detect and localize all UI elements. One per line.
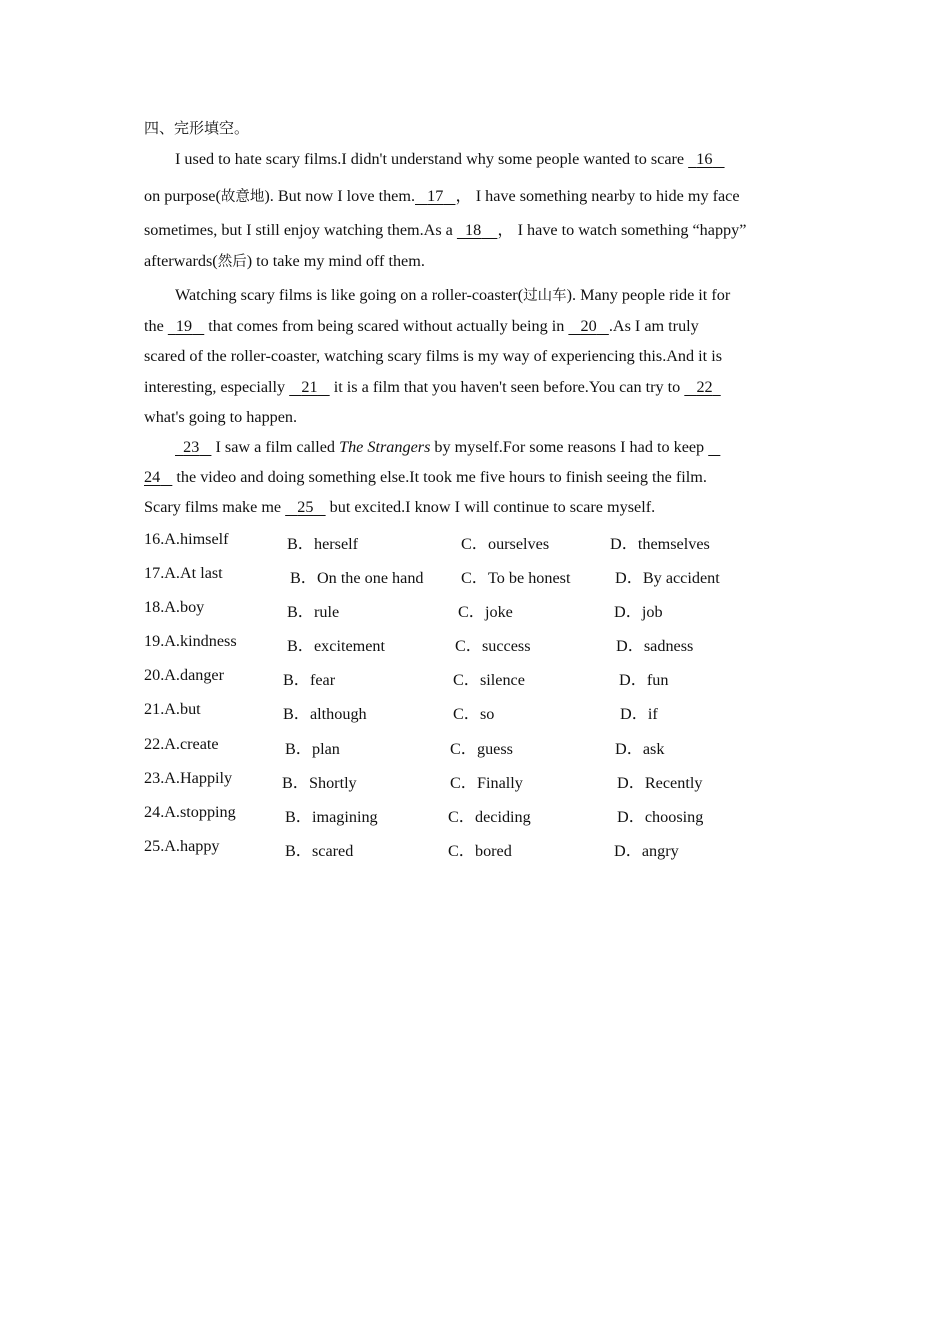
passage-text: I saw a film called	[211, 438, 340, 456]
passage-text: on purpose(	[144, 187, 221, 205]
blank-number: 18	[465, 221, 482, 239]
blank-19[interactable]	[168, 317, 204, 335]
passage-text: ). But now I love them.	[264, 187, 415, 205]
option-a[interactable]: 19.A.kindness	[144, 632, 237, 650]
blank-20[interactable]	[568, 317, 608, 335]
option-d[interactable]: D．Recently	[617, 774, 703, 792]
blank-number: 21	[301, 378, 318, 396]
option-c[interactable]: C．guess	[450, 740, 513, 758]
option-a[interactable]: 22.A.create	[144, 735, 219, 753]
option-c[interactable]: C．Finally	[450, 774, 523, 792]
passage-text: but excited.I know I will continue to scare myself.	[325, 498, 656, 516]
passage-line	[144, 317, 699, 336]
blank-number: 23	[183, 438, 200, 456]
blank-number: 20	[580, 317, 597, 335]
passage-line	[144, 182, 740, 206]
option-a[interactable]: 24.A.stopping	[144, 803, 236, 821]
blank-21[interactable]	[289, 378, 329, 396]
option-a[interactable]: 23.A.Happily	[144, 769, 233, 787]
passage-text: by myself.For some reasons I had to keep	[430, 438, 709, 456]
film-title: The Strangers	[339, 438, 431, 456]
blank-24-start[interactable]	[708, 438, 720, 456]
option-d[interactable]: D．themselves	[610, 535, 710, 553]
option-c[interactable]: C．To be honest	[461, 569, 571, 587]
option-d[interactable]: D．angry	[614, 842, 679, 860]
passage-text: that comes from being scared without actually being in	[204, 317, 569, 335]
option-b[interactable]: B．scared	[285, 842, 354, 860]
option-d[interactable]: D．if	[620, 705, 658, 723]
blank-22[interactable]	[684, 378, 720, 396]
option-d[interactable]: D．job	[614, 603, 663, 621]
option-c[interactable]: C．so	[453, 705, 495, 723]
passage-line	[144, 468, 707, 487]
chinese-gloss: 过山车	[523, 288, 567, 304]
blank-number: 24	[144, 468, 161, 486]
passage-line: scared of the roller-coaster, watching scary films is my way of experiencing this.And it is	[144, 347, 723, 365]
blank-18[interactable]	[457, 221, 497, 239]
blank-number: 19	[175, 317, 193, 335]
option-c[interactable]: C．deciding	[448, 808, 531, 826]
option-d[interactable]: D．By accident	[615, 569, 720, 587]
passage-line	[144, 216, 746, 240]
chinese-gloss: 故意地	[220, 189, 265, 205]
option-d[interactable]: D．fun	[619, 671, 669, 689]
option-b[interactable]: B．rule	[287, 603, 340, 621]
blank-16[interactable]	[688, 150, 724, 168]
option-a[interactable]: 21.A.but	[144, 700, 201, 718]
option-a[interactable]: 20.A.danger	[144, 666, 225, 684]
passage-text: ， I have something nearby to hide my face	[455, 187, 740, 205]
passage-text: ). Many people ride it for	[566, 286, 731, 304]
passage-text: the video and doing something else.It took me five hours to finish seeing the film.	[172, 468, 707, 486]
passage-text: I used to hate scary films.I didn't understand why some people wanted to scare	[175, 150, 689, 168]
blank-23[interactable]	[175, 438, 211, 456]
option-c[interactable]: C．ourselves	[461, 535, 550, 553]
option-b[interactable]: B．On the one hand	[290, 569, 424, 587]
option-c[interactable]: C．joke	[458, 603, 513, 621]
passage-text: ， I have to watch something “happy”	[497, 221, 747, 239]
passage-text: .As I am truly	[608, 317, 699, 335]
passage-text: afterwards(	[144, 252, 218, 270]
blank-number: 25	[297, 498, 314, 516]
option-d[interactable]: D．choosing	[617, 808, 704, 826]
option-b[interactable]: B．excitement	[287, 637, 385, 655]
option-b[interactable]: B．although	[283, 705, 367, 723]
option-c[interactable]: C．silence	[453, 671, 525, 689]
option-a[interactable]: 17.A.At last	[144, 564, 223, 582]
option-b[interactable]: B．fear	[283, 671, 336, 689]
passage-line	[144, 498, 655, 517]
passage-text: Watching scary films is like going on a roller-coaster(	[175, 286, 524, 304]
passage-text: interesting, especially	[144, 378, 290, 396]
passage-text: sometimes, but I still enjoy watching them.As a	[144, 221, 457, 239]
option-d[interactable]: D．ask	[615, 740, 665, 758]
option-b[interactable]: B．Shortly	[282, 774, 357, 792]
option-b[interactable]: B．herself	[287, 535, 359, 553]
passage-line: what's going to happen.	[144, 408, 298, 426]
passage-text: Scary films make me	[144, 498, 286, 516]
option-a[interactable]: 16.A.himself	[144, 530, 229, 548]
passage-text: the	[144, 317, 168, 335]
passage-line	[175, 438, 720, 457]
option-a[interactable]: 25.A.happy	[144, 837, 220, 855]
blank-number: 22	[696, 378, 713, 396]
option-c[interactable]: C．bored	[448, 842, 512, 860]
passage-text: it is a film that you haven't seen before.You can try to	[329, 378, 685, 396]
blank-25[interactable]	[285, 498, 325, 516]
blank-number: 17	[427, 187, 444, 205]
section-title: 四、完形填空。	[144, 119, 250, 137]
option-b[interactable]: B．imagining	[285, 808, 378, 826]
option-a[interactable]: 18.A.boy	[144, 598, 205, 616]
passage-line	[175, 284, 730, 305]
passage-line	[144, 378, 721, 397]
blank-number: 16	[696, 150, 713, 168]
option-d[interactable]: D．sadness	[616, 637, 694, 655]
passage-line	[144, 250, 425, 271]
blank-24[interactable]	[144, 468, 172, 486]
option-b[interactable]: B．plan	[285, 740, 340, 758]
passage-line	[175, 150, 725, 169]
option-c[interactable]: C．success	[455, 637, 531, 655]
passage-text: ) to take my mind off them.	[246, 252, 425, 270]
blank-17[interactable]	[415, 187, 455, 205]
chinese-gloss: 然后	[217, 254, 247, 270]
